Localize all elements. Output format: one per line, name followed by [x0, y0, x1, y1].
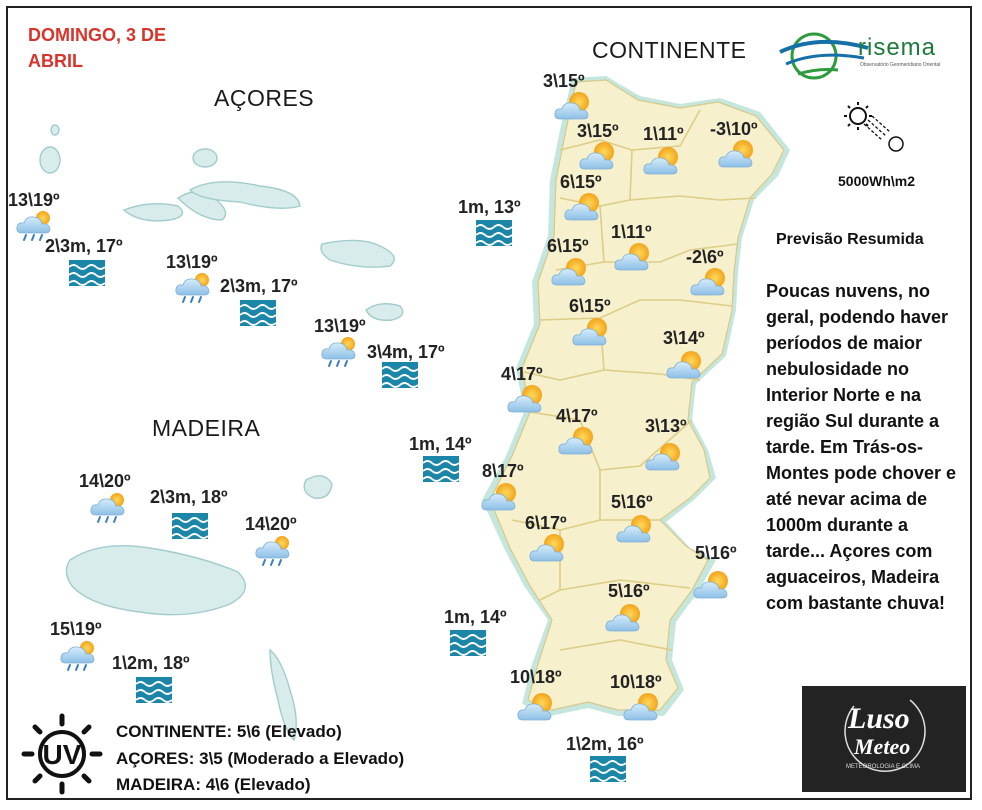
temp-label: 5\16º: [695, 543, 737, 563]
date-line-2: ABRIL: [28, 51, 83, 71]
partly-cloudy-icon: [479, 480, 523, 514]
temp-label: 8\17º: [482, 461, 524, 481]
island-sao-miguel: [366, 304, 403, 321]
rain-cloud-icon: [58, 638, 102, 672]
sea-state-label: 2\3m, 17º: [220, 276, 298, 296]
island-terceira: [321, 240, 394, 267]
temp-label: 3\15º: [577, 121, 619, 141]
lusometeo-logo: [802, 686, 966, 792]
temp-label: 3\15º: [543, 71, 585, 91]
partly-cloudy-icon: [505, 382, 549, 416]
temp-label: 5\16º: [608, 581, 650, 601]
temp-label: 5\16º: [611, 492, 653, 512]
temp-label: 13\19º: [8, 190, 60, 210]
temp-label: 15\19º: [50, 619, 102, 639]
risema-logo: [778, 30, 960, 82]
temp-label: -2\6º: [686, 247, 724, 267]
uv-sun-icon: [18, 712, 106, 796]
uv-madeira: MADEIRA: 4\6 (Elevado): [116, 775, 311, 794]
wave-icon: [172, 513, 208, 539]
logo-meteo: Meteo: [854, 734, 911, 759]
temp-label: 1\11º: [643, 124, 684, 144]
island-corvo: [51, 125, 59, 135]
island-porto-santo: [304, 476, 332, 498]
sea-state-label: 1m, 13º: [458, 197, 521, 217]
sea-state-label: 1m, 14º: [409, 434, 472, 454]
wave-icon: [450, 630, 486, 656]
logo-luso: Luso: [848, 702, 910, 735]
partly-cloudy-icon: [577, 139, 621, 173]
uv-continente: CONTINENTE: 5\6 (Elevado): [116, 722, 342, 741]
temp-label: 14\20º: [245, 514, 297, 534]
partly-cloudy-icon: [688, 265, 732, 299]
temp-label: 13\19º: [166, 252, 218, 272]
sea-state-label: 1\2m, 16º: [566, 734, 644, 754]
partly-cloudy-icon: [641, 144, 685, 178]
partly-cloudy-icon: [556, 424, 600, 458]
sun-radiation-icon: [842, 100, 912, 156]
temp-label: 10\18º: [610, 672, 662, 692]
temp-label: 10\18º: [510, 667, 562, 687]
partly-cloudy-icon: [603, 601, 647, 635]
rain-cloud-icon: [319, 334, 363, 368]
summary-text: Poucas nuvens, no geral, podendo haver períodos de maior nebulosidade no Interior Norte e na região Sul durante a tarde. Em Trás-os-Montes pode chover e até nevar acima de 1000m durante a tarde... Açores com aguaceiros, Madeira com bastante chuva!: [766, 281, 957, 613]
temp-label: 6\15º: [569, 296, 611, 316]
partly-cloudy-icon: [527, 531, 571, 565]
sea-state-label: 1\2m, 18º: [112, 653, 190, 673]
uv-acores: AÇORES: 3\5 (Moderado a Elevado): [116, 749, 405, 768]
sea-state-label: 3\4m, 17º: [367, 342, 445, 362]
sea-state-label: 1m, 14º: [444, 607, 507, 627]
region-title-madeira: MADEIRA: [152, 415, 261, 441]
temp-label: 1\11º: [611, 222, 652, 242]
wave-icon: [423, 456, 459, 482]
island-madeira: [66, 546, 245, 615]
temp-label: 4\17º: [556, 406, 598, 426]
island-flores: [40, 147, 60, 173]
temp-label: 3\13º: [645, 416, 687, 436]
wave-icon: [69, 260, 105, 286]
partly-cloudy-icon: [643, 440, 687, 474]
partly-cloudy-icon: [549, 255, 593, 289]
uv-text: UV: [42, 739, 82, 770]
temp-label: 6\15º: [547, 236, 589, 256]
risema-wordmark: risema: [858, 34, 937, 61]
island-graciosa: [193, 149, 217, 167]
wave-icon: [136, 677, 172, 703]
wave-icon: [240, 300, 276, 326]
region-title-acores: AÇORES: [214, 85, 315, 111]
temp-label: 6\15º: [560, 172, 602, 192]
forecast-date: [28, 22, 198, 74]
partly-cloudy-icon: [664, 348, 708, 382]
partly-cloudy-icon: [691, 568, 735, 602]
radiation-value: 5000Wh\m2: [838, 173, 916, 189]
temp-label: -3\10º: [710, 119, 758, 139]
rain-cloud-icon: [173, 270, 217, 304]
region-title-continente: CONTINENTE: [592, 37, 747, 63]
partly-cloudy-icon: [515, 690, 559, 724]
date-line-1: DOMINGO, 3 DE: [28, 25, 167, 45]
partly-cloudy-icon: [716, 137, 760, 171]
temp-label: 13\19º: [314, 316, 366, 336]
island-faial: [124, 204, 183, 221]
wave-icon: [590, 756, 626, 782]
risema-tagline: Observatório Geomeridiano Oriental: [860, 62, 941, 68]
wave-icon: [476, 220, 512, 246]
summary-title: Previsão Resumida: [776, 231, 924, 248]
partly-cloudy-icon: [570, 315, 614, 349]
temp-label: 6\17º: [525, 513, 567, 533]
rain-cloud-icon: [88, 490, 132, 524]
partly-cloudy-icon: [612, 240, 656, 274]
partly-cloudy-icon: [614, 512, 658, 546]
sea-state-label: 2\3m, 17º: [45, 236, 123, 256]
logo-sub: METEOROLOGIA E CLIMA: [846, 764, 921, 770]
partly-cloudy-icon: [562, 190, 606, 224]
partly-cloudy-icon: [552, 89, 596, 123]
temp-label: 14\20º: [79, 471, 131, 491]
temp-label: 4\17º: [501, 364, 543, 384]
partly-cloudy-icon: [621, 690, 665, 724]
sea-state-label: 2\3m, 18º: [150, 487, 228, 507]
rain-cloud-icon: [253, 533, 297, 567]
temp-label: 3\14º: [663, 328, 705, 348]
wave-icon: [382, 362, 418, 388]
